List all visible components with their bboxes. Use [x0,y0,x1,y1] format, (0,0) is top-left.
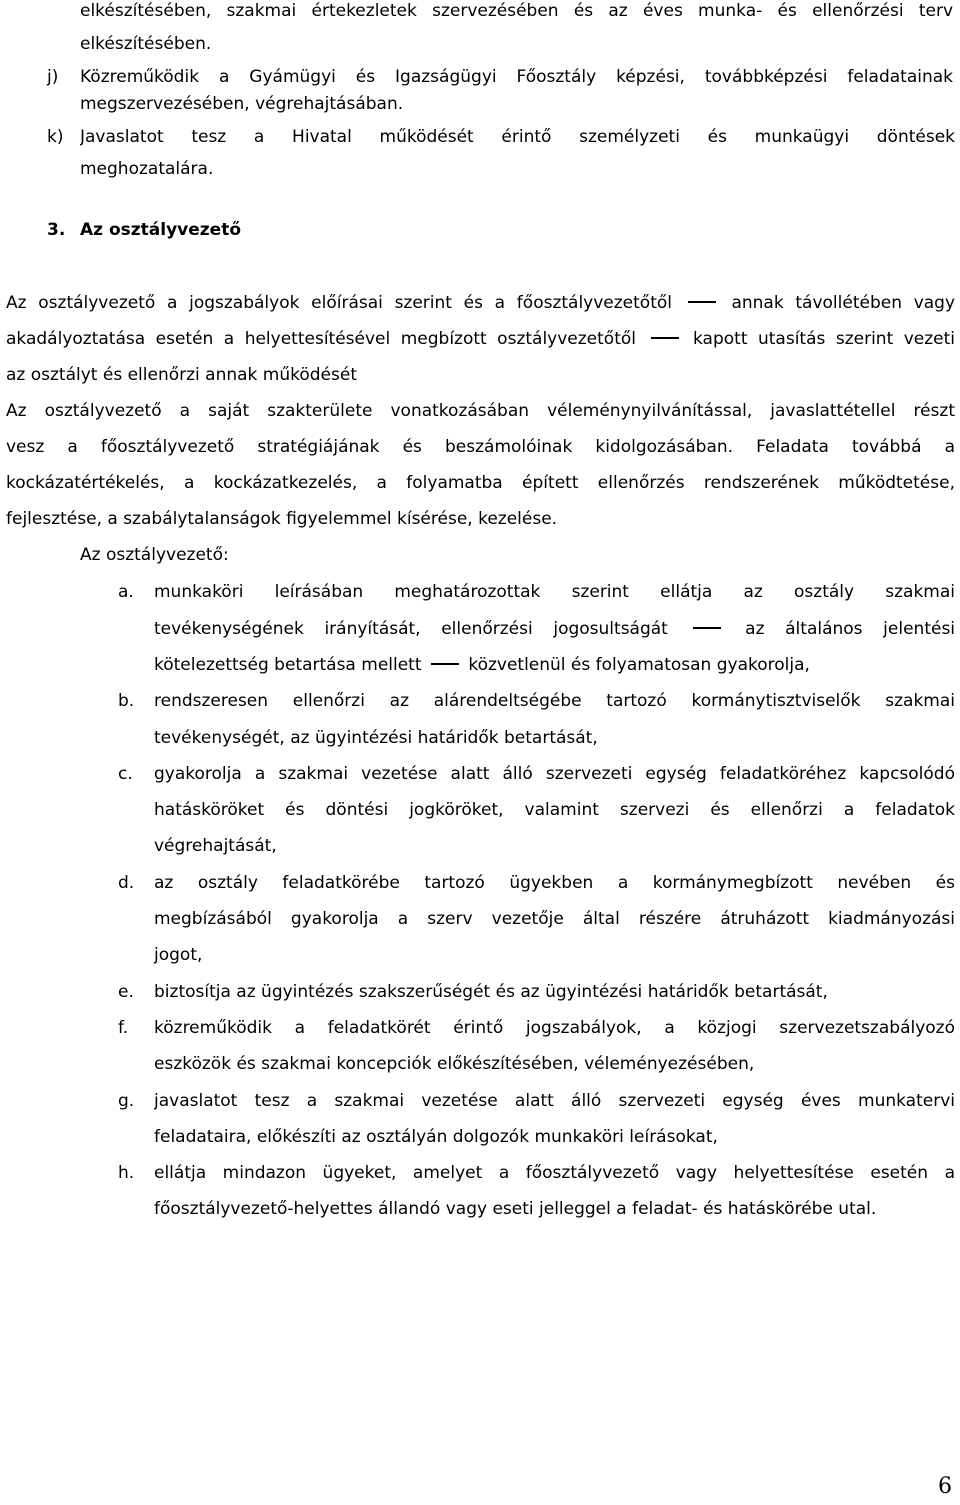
item-k-line2: meghozatalára. [80,159,214,179]
page-number: 6 [938,1474,952,1499]
para2-line3: kockázatértékelés, a kockázatkezelés, a folyamatba épített ellenőrzés rendszerének működtetése, [6,473,955,493]
item-a-line2-part2: az általános jelentési [745,619,955,639]
para1-line1-part1: Az osztályvezető a jogszabályok előírásai szerint és a főosztályvezetőtől [6,293,673,313]
em-dash [651,337,679,339]
item-b-line2: tevékenységét, az ügyintézési határidők betartását, [154,728,598,748]
item-a-line2 [154,618,955,640]
para2-line2-part1: vesz a főosztályvezető stratégiájának és beszámolóinak kidolgozásában. [6,437,734,457]
para1-line3: az osztályt és ellenőrzi annak működését [6,365,357,385]
item-b-marker: b. [118,691,135,711]
list-intro: Az osztályvezető: [80,545,229,565]
section-number: 3. [47,220,66,240]
item-a-line2-part1: tevékenységének irányítását, ellenőrzési jogosultságát [154,619,668,639]
para1-line2-part1: akadályoztatása esetén a helyettesítésével megbízott osztályvezetőtől [6,329,636,349]
em-dash [693,627,721,629]
em-dash [688,301,716,303]
item-i-line1: elkészítésében, szakmai értekezletek szervezésében és az éves munka- és ellenőrzési terv [80,1,953,21]
em-dash [431,663,459,665]
item-d-line2: megbízásából gyakorolja a szerv vezetője által részére átruházott kiadmányozási [154,909,955,929]
item-c-line2: hatásköröket és döntési jogköröket, valamint szervezi és ellenőrzi a feladatok [154,800,955,820]
item-d-marker: d. [118,873,135,893]
section-title: Az osztályvezető [80,220,242,240]
item-k-marker: k) [47,127,64,147]
item-a-line1: munkaköri leírásában meghatározottak szerint ellátja az osztály szakmai [154,582,955,602]
item-i-line2: elkészítésében. [80,34,212,54]
item-b-line1: rendszeresen ellenőrzi az alárendeltségébe tartozó kormánytisztviselők szakmai [154,691,955,711]
item-j-marker: j) [47,67,59,87]
item-c-line3: végrehajtását, [154,836,277,856]
item-h-line2: főosztályvezető-helyettes állandó vagy eseti jelleggel a feladat- és hatáskörébe utal. [154,1199,877,1219]
item-f-line2: eszközök és szakmai koncepciók előkészítésében, véleményezésében, [154,1054,755,1074]
para2-line2 [6,436,955,458]
para2-line1: Az osztályvezető a saját szakterülete vonatkozásában véleménynyilvánítással, javaslattétellel részt [6,401,955,421]
item-g-line2: feladataira, előkészíti az osztályán dolgozók munkaköri leírásokat, [154,1127,718,1147]
item-a-line3-part2: közvetlenül és folyamatosan gyakorolja, [468,655,810,675]
para2-line4: fejlesztése, a szabálytalanságok figyelemmel kísérése, kezelése. [6,509,558,529]
item-f-line1: közreműködik a feladatkörét érintő jogszabályok, a közjogi szervezetszabályozó [154,1018,955,1038]
item-j-line1: Közreműködik a Gyámügyi és Igazságügyi Főosztály képzési, továbbképzési feladatainak [80,67,953,87]
item-h-line1: ellátja mindazon ügyeket, amelyet a főosztályvezető vagy helyettesítése esetén a [154,1163,955,1183]
item-a-line3 [154,654,810,676]
item-e-marker: e. [118,982,134,1002]
item-c-line1: gyakorolja a szakmai vezetése alatt álló szervezeti egység feladatköréhez kapcsolódó [154,764,955,784]
item-a-line3-part1: kötelezettség betartása mellett [154,655,422,675]
item-g-line1: javaslatot tesz a szakmai vezetése alatt álló szervezeti egység éves munkatervi [154,1091,955,1111]
para1-line1-part2: annak távollétében vagy [731,293,955,313]
para1-line2 [6,328,955,350]
item-e-line1: biztosítja az ügyintézés szakszerűségét és az ügyintézési határidők betartását, [154,982,828,1002]
item-d-line1: az osztály feladatkörébe tartozó ügyekben a kormánymegbízott nevében és [154,873,955,893]
item-h-marker: h. [118,1163,135,1183]
item-f-marker: f. [118,1018,129,1038]
item-a-marker: a. [118,582,134,602]
para1-line2-part2: kapott utasítás szerint vezeti [693,329,955,349]
item-j-line2: megszervezésében, végrehajtásában. [80,94,404,114]
item-c-marker: c. [118,764,133,784]
item-k-line1: Javaslatot tesz a Hivatal működését érintő személyzeti és munkaügyi döntések [80,127,955,147]
item-g-marker: g. [118,1091,135,1111]
para2-line2-part2: Feladata továbbá a [756,437,955,457]
para1-line1 [6,292,955,314]
item-d-line3: jogot, [154,945,203,965]
